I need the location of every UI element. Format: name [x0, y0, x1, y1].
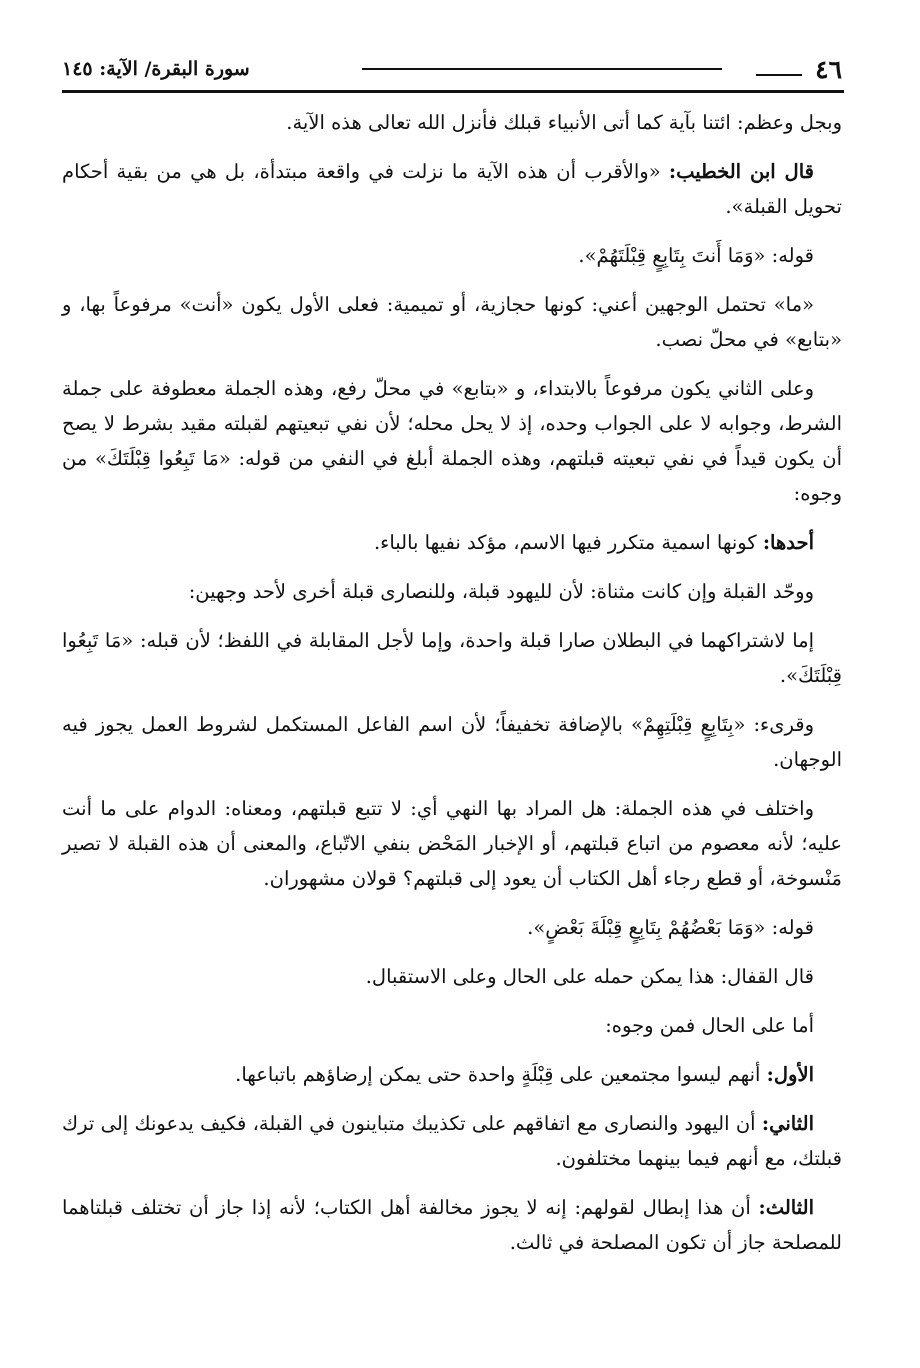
paragraph [62, 623, 842, 693]
paragraph-text: أما على الحال فمن وجوه: [605, 1014, 814, 1037]
paragraph-text: ووحّد القبلة وإن كانت مثناة: لأن لليهود قبلة، وللنصارى قبلة أخرى لأحد وجهين: [188, 580, 814, 603]
paragraph [62, 707, 842, 777]
paragraph [62, 238, 842, 273]
surah-title: سورة البقرة/ الآية: ١٤٥ [62, 58, 250, 80]
paragraph-label: الثاني: [761, 1112, 814, 1135]
paragraph-text: أن هذا إبطال لقولهم: إنه لا يجوز مخالفة أهل الكتاب؛ لأنه إذا جاز أن تختلف قبلتاهما للمصلحة جاز أن تكون المصلحة في ثالث. [62, 1196, 842, 1254]
paragraph-label: الثالث: [758, 1196, 814, 1219]
page-header [62, 40, 842, 88]
paragraph [62, 1008, 842, 1043]
paragraph-text: أن اليهود والنصارى مع اتفاقهم على تكذيبك متباينون في القبلة، فكيف يدعونك إلى ترك قبلتك، مع أنهم فيما بينهما مختلفون. [62, 1112, 842, 1170]
paragraph-label: قال ابن الخطيب: [668, 160, 814, 183]
paragraph [62, 1106, 842, 1176]
paragraph-label: أحدها: [762, 531, 814, 554]
header-rule-short [756, 74, 802, 76]
paragraph-text: واختلف في هذه الجملة: هل المراد بها النهي أي: لا تتبع قبلتهم، ومعناه: الدوام على ما أنت عليه؛ لأنه معصوم من اتباع قبلتهم، أو الإخبار المَحْض بنفي الاتّباع، والمعنى أن هذه القبلة لا تصير مَنْسوخة، أو قطع رجاء أهل الكتاب أن يعود إلى قبلتهم؟ قولان مشهوران. [62, 797, 842, 890]
paragraph-text: قال القفال: هذا يمكن حمله على الحال وعلى الاستقبال. [365, 965, 814, 988]
header-divider [62, 90, 844, 93]
paragraph-text: قوله: «وَمَا بَعْضُهُمْ بِتَابِعٍ قِبْلَةَ بَعْضٍ». [527, 916, 814, 939]
paragraph-text: «والأقرب أن هذه الآية ما نزلت في واقعة مبتدأة، بل هي من بقية أحكام تحويل القبلة». [62, 160, 842, 218]
paragraph [62, 1057, 842, 1092]
paragraph-text: وقرىء: «بِتَابِعٍ قِبْلَتِهِمْ» بالإضافة تخفيفاً؛ لأن اسم الفاعل المستكمل لشروط العمل يجوز فيه الوجهان. [62, 713, 842, 771]
paragraph [62, 287, 842, 357]
paragraph [62, 154, 842, 224]
paragraph [62, 574, 842, 609]
paragraph [62, 1190, 842, 1260]
paragraph [62, 525, 842, 560]
paragraph-text: وعلى الثاني يكون مرفوعاً بالابتداء، و «بتابع» في محلّ رفع، وهذه الجملة معطوفة على جملة الشرط، وجوابه لا على الجواب وحده، إذ لا يحل محله؛ لأن نفي تبعيتهم لقبلته مقيد بشرط لا يصح أن يكون قيداً في نفي تبعيته قبلتهم، وهذه الجملة أبلغ في النفي من قوله: «مَا تَبِعُوا قِبْلَتَكَ» من وجوه: [62, 377, 842, 505]
page-body [62, 105, 842, 1274]
paragraph-label: الأول: [766, 1063, 814, 1086]
paragraph [62, 910, 842, 945]
paragraph [62, 791, 842, 896]
paragraph [62, 959, 842, 994]
paragraph-text: أنهم ليسوا مجتمعين على قِبْلَةٍ واحدة حتى يمكن إرضاؤهم باتباعها. [235, 1063, 767, 1086]
paragraph-text: قوله: «وَمَا أَنتَ بِتَابِعٍ قِبْلَتَهُمْ». [578, 244, 814, 267]
paragraph-text: كونها اسمية متكرر فيها الاسم، مؤكد نفيها بالباء. [373, 531, 763, 554]
paragraph-text: «ما» تحتمل الوجهين أعني: كونها حجازية، أو تميمية: فعلى الأول يكون «أنت» مرفوعاً بها، و «بتابع» في محلّ نصب. [62, 293, 842, 351]
paragraph [62, 105, 842, 140]
paragraph [62, 371, 842, 511]
paragraph-text: وبجل وعظم: ائتنا بآية كما أتى الأنبياء قبلك فأنزل الله تعالى هذه الآية. [286, 111, 842, 134]
page-number: ٤٦ [815, 55, 842, 84]
header-rule-long [362, 68, 722, 70]
paragraph-text: إما لاشتراكهما في البطلان صارا قبلة واحدة، وإما لأجل المقابلة في اللفظ؛ لأن قبله: «مَا تَبِعُوا قِبْلَتَكَ». [62, 629, 842, 687]
